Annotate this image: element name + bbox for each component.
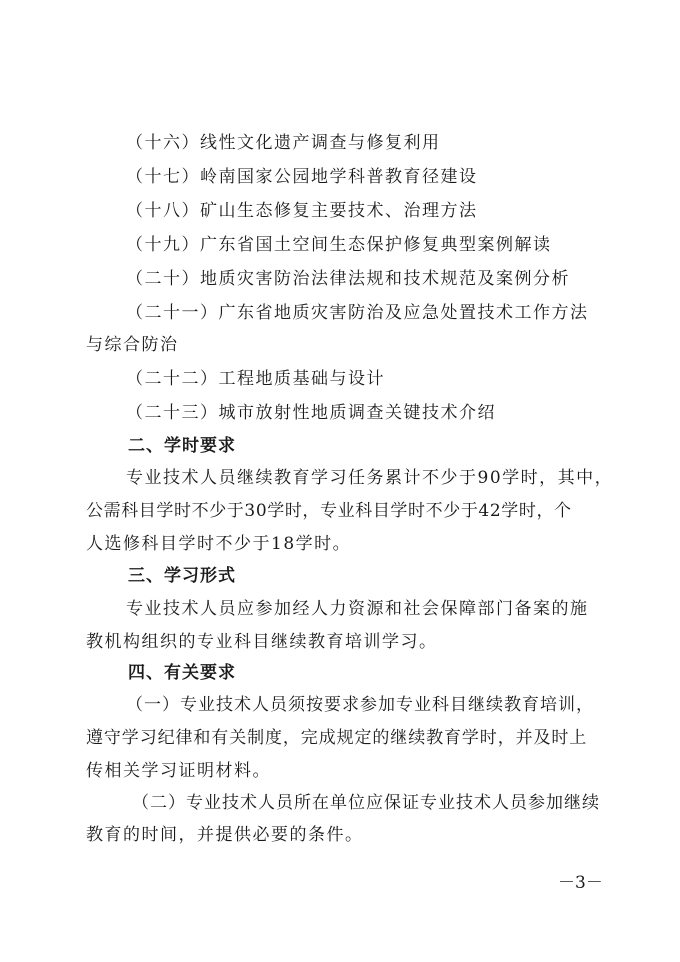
list-item: （十六）线性文化遗产调查与修复利用	[126, 133, 441, 153]
section-heading: 三、学习形式	[128, 566, 236, 586]
list-item: （十九）广东省国土空间生态保护修复典型案例解读	[126, 235, 552, 255]
paragraph-line: 教机构组织的专业科目继续教育培训学习。	[86, 632, 438, 652]
list-item-continuation: 与综合防治	[86, 335, 179, 355]
paragraph-line: 遵守学习纪律和有关制度，完成规定的继续教育学时，并及时上	[86, 728, 588, 748]
list-item: （二十二）工程地质基础与设计	[126, 369, 385, 389]
list-item: （二十）地质灾害防治法律法规和技术规范及案例分析	[126, 269, 570, 289]
list-item: （二十三）城市放射性地质调查关键技术介绍	[126, 403, 496, 423]
list-item: （十八）矿山生态修复主要技术、治理方法	[126, 201, 478, 221]
paragraph-line: 传相关学习证明材料。	[86, 761, 271, 781]
paragraph-line: （一）专业技术人员须按要求参加专业科目继续教育培训，	[126, 695, 594, 715]
paragraph-line: 专业技术人员继续教育学习任务累计不少于90学时，其中，	[126, 468, 614, 488]
section-heading: 四、有关要求	[128, 663, 236, 683]
page-number: －3－	[558, 873, 603, 893]
paragraph-line: （二）专业技术人员所在单位应保证专业技术人员参加继续	[132, 793, 600, 813]
list-item: （二十一）广东省地质灾害防治及应急处置技术工作方法	[126, 303, 589, 323]
section-heading: 二、学时要求	[128, 436, 236, 456]
paragraph-line: 人选修科目学时不少于18学时。	[86, 534, 352, 554]
paragraph-line: 专业技术人员应参加经人力资源和社会保障部门备案的施	[126, 599, 589, 619]
paragraph-line: 公需科目学时不少于30学时，专业科目学时不少于42学时，个	[86, 501, 572, 521]
paragraph-line: 教育的时间，并提供必要的条件。	[86, 825, 364, 845]
list-item: （十七）岭南国家公园地学科普教育径建设	[126, 167, 478, 187]
